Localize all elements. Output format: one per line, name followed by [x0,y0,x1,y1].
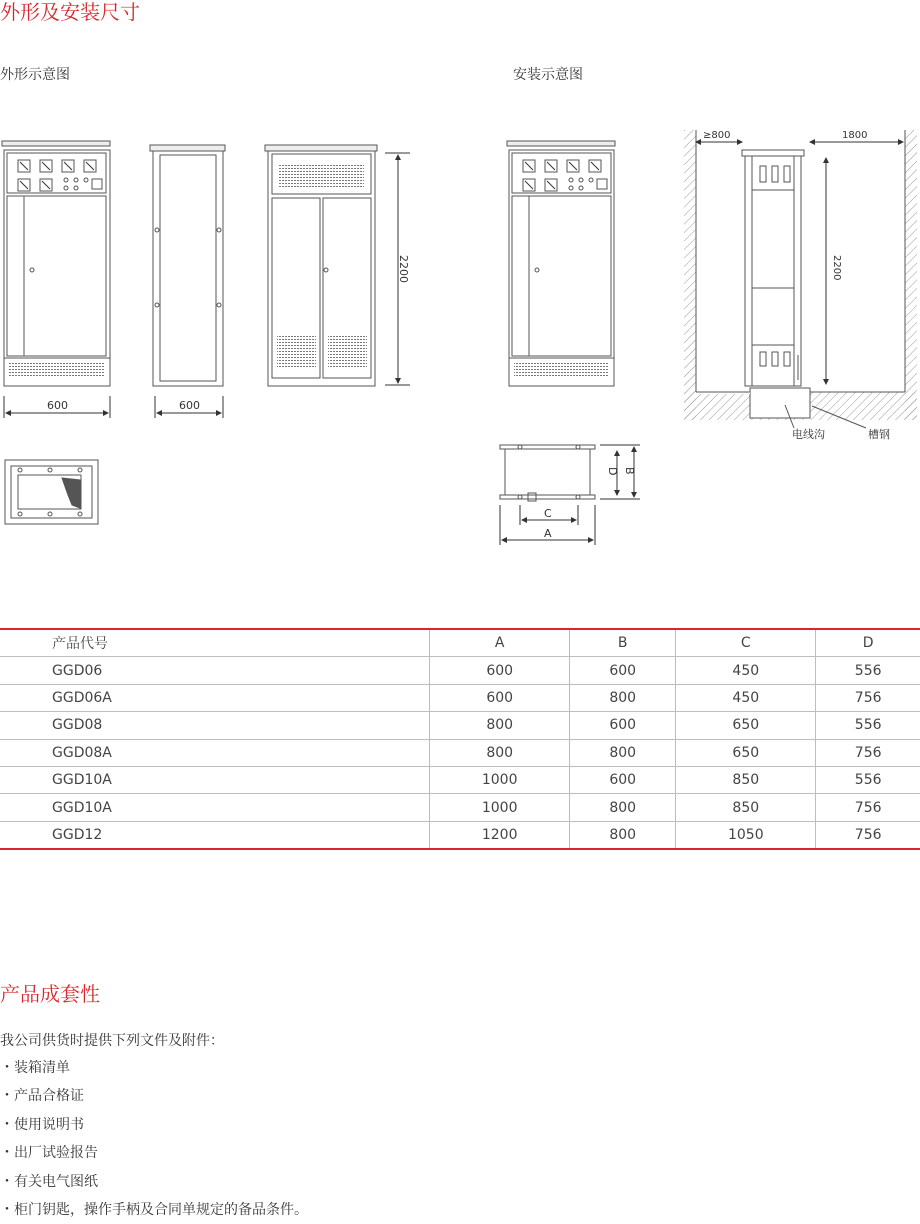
cell: 1050 [676,821,816,849]
col-header: C [676,629,816,657]
table-row [0,712,920,739]
dim-side-width: 600 [179,399,200,412]
table-row [0,821,920,849]
cell: 756 [816,794,920,821]
cell: GGD08 [0,712,430,739]
col-header: 产品代号 [0,629,430,657]
label-cable-trench: 电线沟 [792,428,825,441]
side-view-cabinet [150,145,225,386]
cell: 650 [676,739,816,766]
dim-a-label: A [544,527,552,540]
dim-install-height: 2200 [831,255,842,281]
cell: 600 [570,766,676,793]
col-header: B [570,629,676,657]
list-item: ・装箱清单 [0,1060,70,1076]
list-item: ・出厂试验报告 [0,1145,98,1162]
cell: 556 [816,712,920,739]
dim-front-width: 600 [47,399,68,412]
list-item: ・柜门钥匙，操作手柄及合同单规定的备品条件。 [0,1201,308,1218]
cell: GGD08A [0,739,430,766]
front-view-cabinet [2,141,110,386]
cell: 800 [430,739,570,766]
cell: 600 [430,657,570,684]
rear-view-cabinet [265,145,377,386]
dimension-table [0,628,920,850]
cell: 800 [570,684,676,711]
top-view-base [5,460,98,524]
cell: 556 [816,766,920,793]
dim-height: 2200 [397,255,410,283]
table-header-row [0,629,920,657]
label-channel-steel: 槽钢 [868,428,890,441]
cell: GGD12 [0,821,430,849]
col-header: A [430,629,570,657]
section-title-completeness: 产品成套性 [0,982,100,1006]
section-title-dimensions: 外形及安装尺寸 [0,0,140,24]
cell: 756 [816,739,920,766]
cell: 450 [676,684,816,711]
cell: 850 [676,794,816,821]
caption-install-diagram: 安装示意图 [513,67,583,83]
cell: 600 [570,712,676,739]
caption-outline-diagram: 外形示意图 [0,67,70,83]
table-row [0,794,920,821]
technical-drawings [0,0,920,600]
table-row [0,766,920,793]
accessory-list [0,1054,308,1224]
cell: GGD10A [0,766,430,793]
cell: 1000 [430,794,570,821]
cell: 800 [570,739,676,766]
list-item: ・使用说明书 [0,1116,84,1133]
dim-c-label: C [544,507,552,520]
dim-left-clearance: ≥800 [703,130,731,141]
cell: 450 [676,657,816,684]
dim-d-label: D [606,467,619,476]
table-row [0,684,920,711]
cell: 600 [570,657,676,684]
cell: GGD10A [0,794,430,821]
install-room-section [684,130,917,441]
cell: 650 [676,712,816,739]
cell: 800 [430,712,570,739]
cell: 556 [816,657,920,684]
cell: 800 [570,794,676,821]
cell: 756 [816,684,920,711]
cell: GGD06A [0,684,430,711]
intro-text: 我公司供货时提供下列文件及附件： [0,1033,224,1049]
cell: 600 [430,684,570,711]
cell: GGD06 [0,657,430,684]
cell: 1200 [430,821,570,849]
cell: 850 [676,766,816,793]
table-row [0,739,920,766]
cell: 800 [570,821,676,849]
cell: 1000 [430,766,570,793]
dim-b-label: B [623,467,636,475]
install-front-cabinet [507,141,615,386]
install-base-plan [500,445,595,501]
list-item: ・有关电气图纸 [0,1173,98,1190]
table-row [0,657,920,684]
list-item: ・产品合格证 [0,1088,84,1105]
dim-right-clearance: 1800 [842,130,868,141]
cell: 756 [854,826,882,843]
col-header: D [816,629,920,657]
